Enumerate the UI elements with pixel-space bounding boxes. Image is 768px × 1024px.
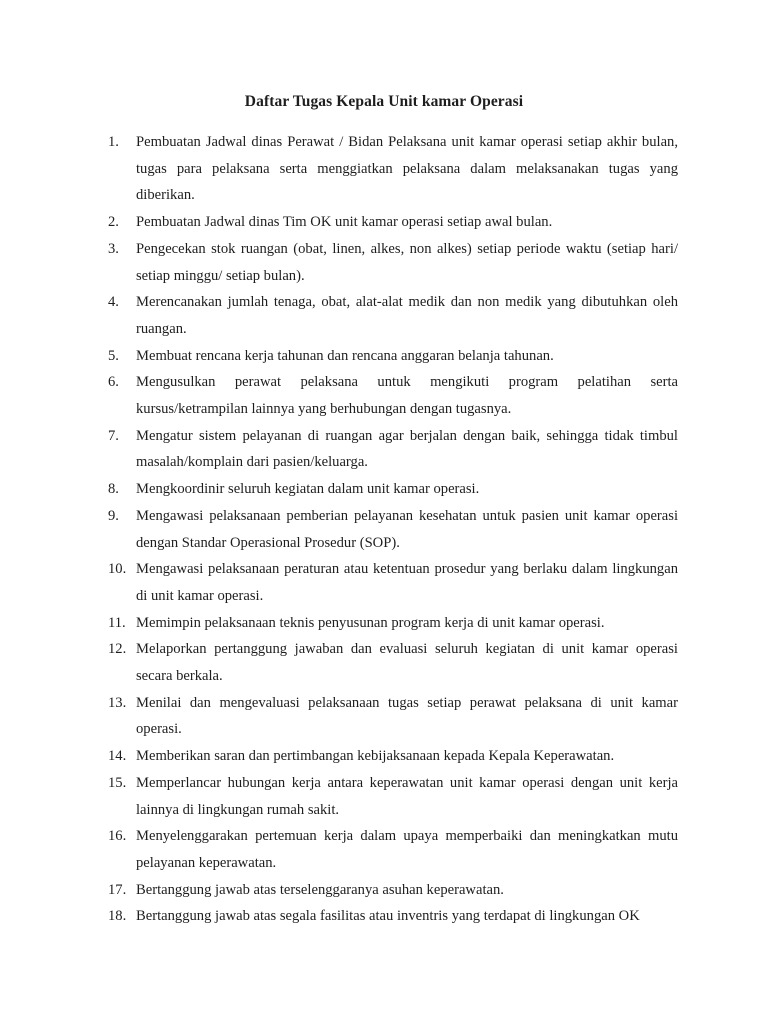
task-item-1 xyxy=(108,129,678,209)
task-text: Menyelenggarakan pertemuan kerja dalam upaya memperbaiki dan meningkatkan mutu pelayanan keperawatan. xyxy=(136,828,678,871)
task-item-13 xyxy=(108,690,678,743)
task-item-9 xyxy=(108,503,678,556)
task-item-16 xyxy=(108,823,678,876)
task-item-17 xyxy=(108,877,678,904)
task-text: Mengawasi pelaksanaan pemberian pelayanan kesehatan untuk pasien unit kamar operasi dengan Standar Operasional Prosedur (SOP). xyxy=(136,507,678,551)
task-number: 12. xyxy=(108,641,127,658)
task-number: 11. xyxy=(108,614,126,631)
document-title: Daftar Tugas Kepala Unit kamar Operasi xyxy=(244,93,524,110)
task-text: Pembuatan Jadwal dinas Tim OK unit kamar operasi setiap awal bulan. xyxy=(136,214,553,231)
task-item-2 xyxy=(108,209,678,236)
task-item-14 xyxy=(108,743,678,770)
task-number: 9. xyxy=(108,507,119,524)
task-item-8 xyxy=(108,476,678,503)
task-number: 3. xyxy=(108,240,119,257)
task-text: Pengecekan stok ruangan (obat, linen, alkes, non alkes) setiap periode waktu (setiap hari/ setiap minggu/ setiap bulan). xyxy=(136,240,678,284)
task-text: Mengkoordinir seluruh kegiatan dalam unit kamar operasi. xyxy=(136,481,480,498)
task-item-5 xyxy=(108,343,678,370)
task-text: Memberikan saran dan pertimbangan kebijaksanaan kepada Kepala Keperawatan. xyxy=(136,748,615,765)
task-text: Pembuatan Jadwal dinas Perawat / Bidan Pelaksana unit kamar operasi setiap akhir bulan, tugas para pelaksana serta menggiatkan pelaksana dalam melaksanakan tugas yang diberikan. xyxy=(136,134,678,204)
task-text: Memperlancar hubungan kerja antara keperawatan unit kamar operasi dengan unit kerja lainnya di lingkungan rumah sakit. xyxy=(136,774,678,818)
task-item-3 xyxy=(108,236,678,289)
task-item-4 xyxy=(108,289,678,342)
task-number: 6. xyxy=(108,374,119,391)
task-number: 10. xyxy=(108,561,127,578)
task-text: Menilai dan mengevaluasi pelaksanaan tugas setiap perawat pelaksana di unit kamar operasi. xyxy=(136,694,678,738)
task-number: 7. xyxy=(108,427,119,444)
task-item-7 xyxy=(108,423,678,476)
task-item-15 xyxy=(108,770,678,823)
task-number: 1. xyxy=(108,134,119,150)
task-item-12 xyxy=(108,636,678,689)
task-number: 8. xyxy=(108,481,119,498)
task-text: Bertanggung jawab atas segala fasilitas atau inventris yang terdapat di lingkungan OK xyxy=(136,908,640,925)
task-number: 13. xyxy=(108,694,127,711)
task-text: Mengusulkan perawat pelaksana untuk mengikuti program pelatihan serta kursus/ketrampilan lainnya yang berhubungan dengan tugasnya. xyxy=(136,374,678,418)
task-item-6 xyxy=(108,369,678,422)
task-item-11 xyxy=(108,610,678,637)
task-text: Melaporkan pertanggung jawaban dan evaluasi seluruh kegiatan di unit kamar operasi secara berkala. xyxy=(136,641,678,685)
task-number: 17. xyxy=(108,881,127,898)
task-text: Mengatur sistem pelayanan di ruangan agar berjalan dengan baik, sehingga tidak timbul masalah/komplain dari pasien/keluarga. xyxy=(136,427,678,471)
task-text: Bertanggung jawab atas terselenggaranya asuhan keperawatan. xyxy=(136,881,504,898)
task-text: Merencanakan jumlah tenaga, obat, alat-alat medik dan non medik yang dibutuhkan oleh ruangan. xyxy=(136,294,678,337)
task-text: Membuat rencana kerja tahunan dan rencana anggaran belanja tahunan. xyxy=(136,347,554,364)
task-number: 14. xyxy=(108,748,127,765)
task-number: 15. xyxy=(108,774,127,791)
task-number: 18. xyxy=(108,908,127,925)
task-text: Memimpin pelaksanaan teknis penyusunan program kerja di unit kamar operasi. xyxy=(136,614,605,631)
task-number: 16. xyxy=(108,828,127,845)
task-number: 4. xyxy=(108,294,119,311)
task-number: 5. xyxy=(108,347,119,364)
task-text: Mengawasi pelaksanaan peraturan atau ketentuan prosedur yang berlaku dalam lingkungan di unit kamar operasi. xyxy=(136,561,678,604)
task-item-10 xyxy=(108,556,678,609)
task-number: 2. xyxy=(108,214,119,231)
task-list xyxy=(108,129,678,930)
task-item-18 xyxy=(108,903,678,930)
